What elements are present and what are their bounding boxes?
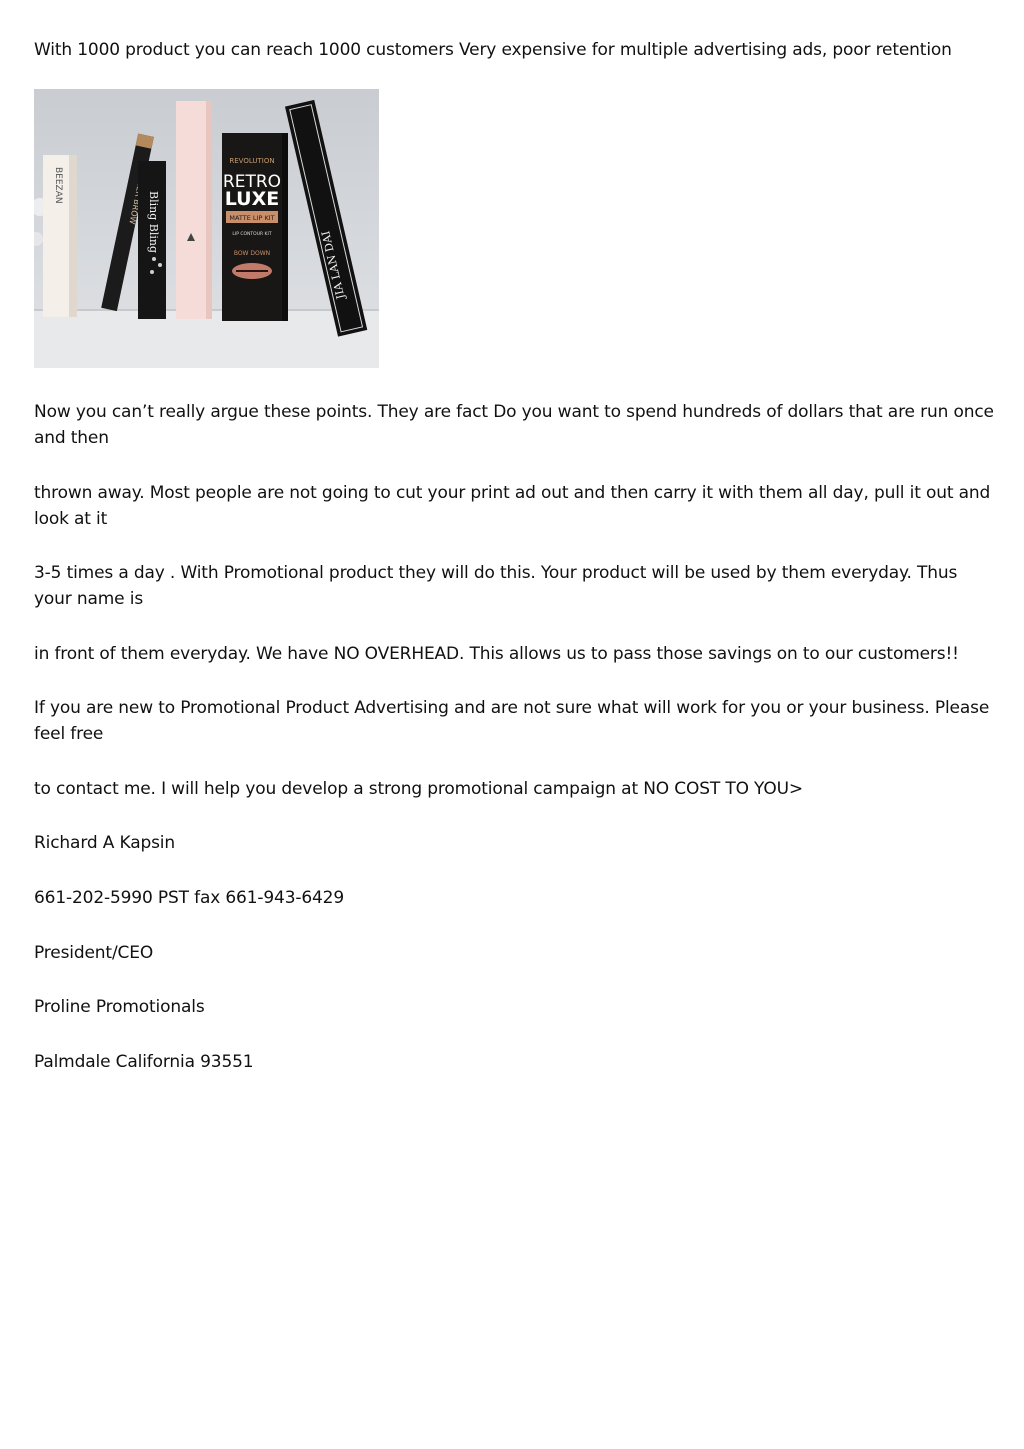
signature-title: President/CEO — [34, 943, 154, 963]
pink-box — [176, 101, 212, 319]
signature-phone: 661-202-5990 PST fax 661-943-6429 — [34, 888, 345, 908]
paragraph-5: If you are new to Promotional Product Advertising and are not sure what will work for you or your business. Please feel free — [34, 698, 990, 744]
signature-company: Proline Promotionals — [34, 997, 205, 1017]
matte-lip-kit-label: MATTE LIP KIT — [229, 214, 275, 222]
bling-label: Bling Bling — [147, 191, 160, 253]
signature-location: Palmdale California 93551 — [34, 1052, 254, 1072]
paragraph-1: Now you can’t really argue these points. They are fact Do you want to spend hundreds of dollars that are run once and then — [34, 402, 994, 448]
retro-luxe-box — [222, 133, 288, 321]
beezan-box — [43, 155, 77, 317]
luxe-label: LUXE — [224, 188, 280, 210]
beezan-label: BEEZAN — [53, 167, 63, 204]
paragraph-3: 3-5 times a day . With Promotional product they will do this. Your product will be used by them everyday. Thus your name is — [34, 563, 958, 609]
paragraph-2: thrown away. Most people are not going to cut your print ad out and then carry it with them all day, pull it out and look at it — [34, 483, 991, 529]
jia-lan-dai-label: JIA LAN DAI — [319, 229, 348, 301]
jia-lan-dai-box — [285, 100, 367, 337]
bow-down-label: BOW DOWN — [233, 250, 271, 257]
retro-label: RETRO — [222, 172, 282, 192]
feather-brow-label: BROW — [127, 198, 142, 226]
signature-name: Richard A Kapsin — [34, 833, 176, 853]
paragraph-6: to contact me. I will help you develop a strong promotional campaign at NO COST TO YOU> — [34, 779, 803, 799]
revolution-label: REVOLUTION — [229, 157, 275, 165]
bling-bling-box — [138, 161, 166, 319]
cosmetics-product-photo — [34, 89, 379, 368]
paragraph-4: in front of them everyday. We have NO OVERHEAD. This allows us to pass those savings on to our customers!! — [34, 644, 959, 664]
lip-contour-label: LIP CONTOUR KIT — [232, 232, 272, 237]
intro-text: With 1000 product you can reach 1000 customers Very expensive for multiple advertising ads, poor retention — [34, 40, 952, 60]
